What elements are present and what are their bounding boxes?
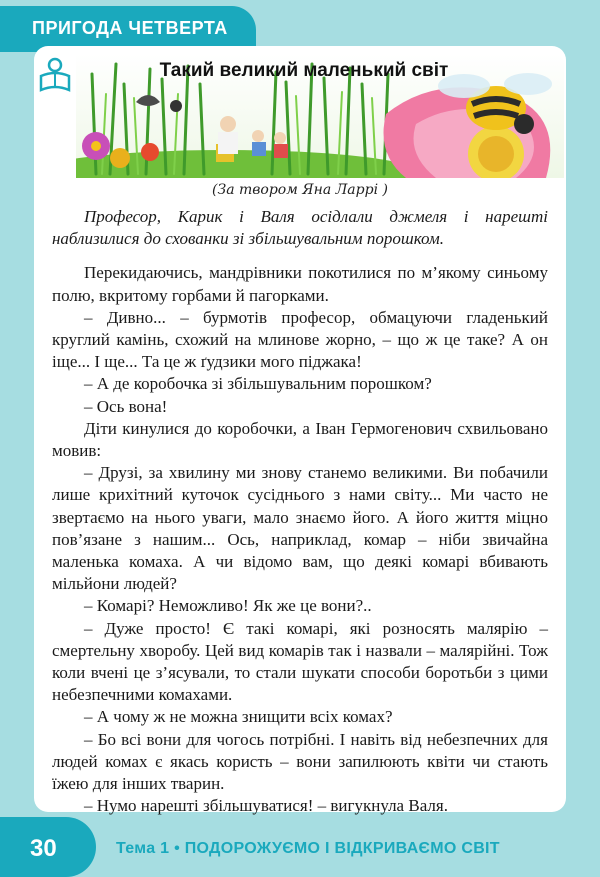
chapter-title: ПРИГОДА ЧЕТВЕРТА: [32, 18, 228, 38]
topic-footer: Тема 1 • ПОДОРОЖУЄМО І ВІДКРИВАЄМО СВІТ: [116, 840, 500, 857]
story-paragraph: – А де коробочка зі збільшувальним порошком?: [84, 374, 432, 394]
story-paragraph: Перекидаючись, мандрівники покотилися по м’якому синьому полю, вкритому горбами й пагорками.: [52, 263, 548, 305]
story-paragraph: – Бо всі вони для чогось потрібні. І навіть від небезпечних для людей комах є якась користь – вони запилюють квіти чи стають їжею для інших тварин.: [52, 729, 548, 794]
story-paragraph: – Дуже просто! Є такі комарі, які розносять малярію – смертельну хворобу. Цей вид комарів так і назвали – малярійні. Тож коли вчені це з’ясували, то стали шукати способи боротьби з цими небезпечними комахами.: [52, 618, 548, 705]
story-intro: Професор, Карик і Валя осідлали джмеля і нарешті наблизилися до схованки зі збільшувальним порошком.: [52, 207, 548, 249]
story-paragraph: – Дивно... – бурмотів професор, обмацуючи гладенький круглий камінь, схожий на млинове жорно, – що ж це таке? А он іще... І ще... Та це ж ґудзики мого піджака!: [52, 307, 548, 372]
section-title: Такий великий маленький світ: [159, 60, 449, 81]
source-attribution: (За твором Яна Ларрі ): [212, 182, 388, 198]
page-number: 30: [30, 835, 57, 862]
story-paragraph: – Нумо нарешті збільшуватися! – вигукнула Валя.: [84, 796, 448, 816]
story-paragraph: Діти кинулися до коробочки, а Іван Гермогенович схвильовано мовив:: [52, 418, 548, 461]
reading-icon: [38, 56, 72, 96]
story-paragraph: – Ось вона!: [84, 396, 168, 416]
story-paragraph: – А чому ж не можна знищити всіх комах?: [84, 707, 393, 727]
story-paragraph: – Комарі? Неможливо! Як же це вони?..: [84, 596, 372, 616]
story-paragraph: – Друзі, за хвилину ми знову станемо великими. Ви побачили лише крихітний куточок сусіднього з нами світу... Ми часто не звертаємо на нього уваги, мало знаємо його. А його життя міцно пов’язане з нашим... Ось, наприклад, комар – ніби звичайна маленька комаха. А чи відомо вам, що деякі комарі вбивають мільйони людей?: [52, 463, 548, 594]
story-text: [52, 206, 548, 817]
